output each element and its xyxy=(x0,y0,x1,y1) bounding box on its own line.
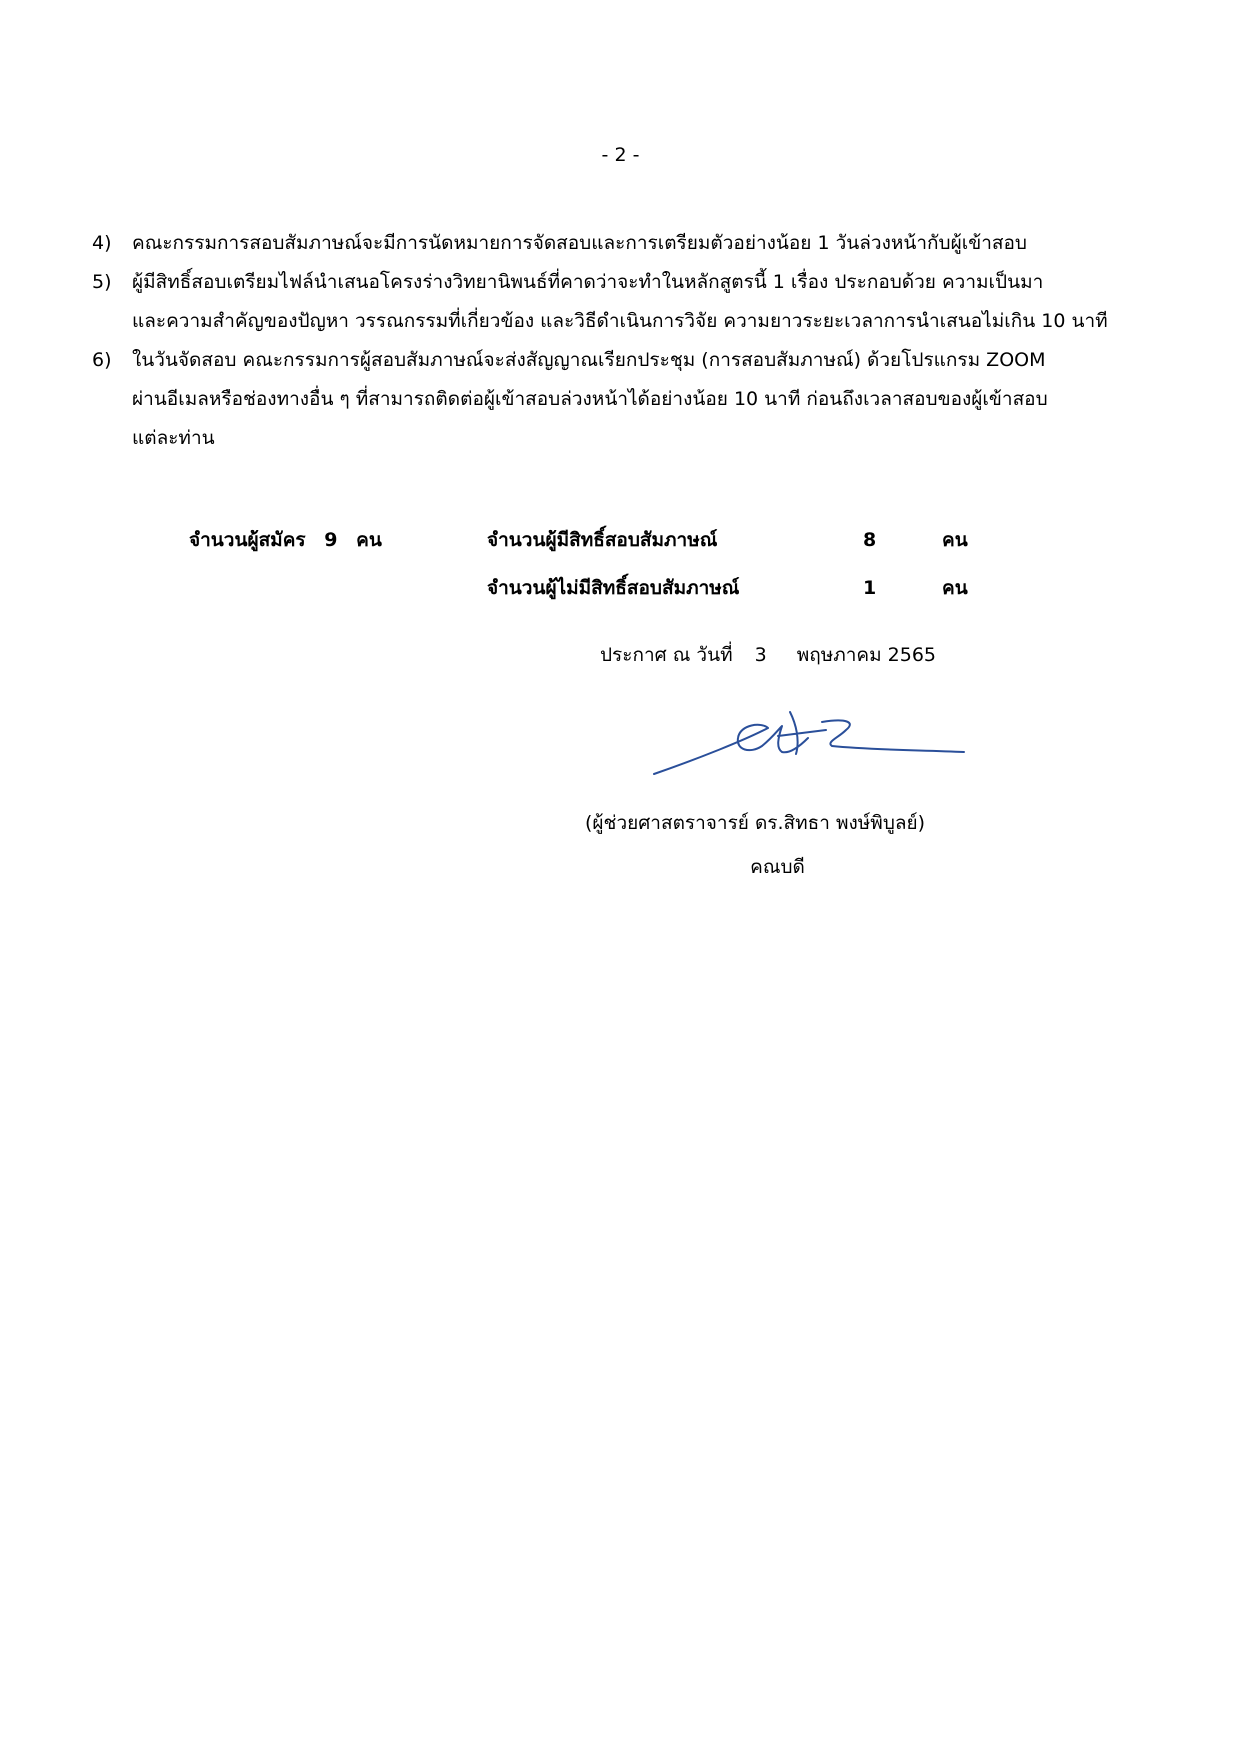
signatory-name: (ผู้ช่วยศาสตราจารย์ ดร.สิทธา พงษ์พิบูลย์) xyxy=(585,812,926,834)
announcement-date xyxy=(600,640,936,670)
list-item-text: ผ่านอีเมลหรือช่องทางอื่น ๆ ที่สามารถติดต่อผู้เข้าสอบล่วงหน้าได้อย่างน้อย 10 นาที ก่อนถึงเวลาสอบของผู้เข้าสอบ xyxy=(132,388,1048,410)
signatory-title: คณบดี xyxy=(750,856,805,878)
list-item-text: และความสำคัญของปัญหา วรรณกรรมที่เกี่ยวข้อง และวิธีดำเนินการวิจัย ความยาวระยะเวลาการนำเสนอไม่เกิน 10 นาที xyxy=(132,310,1108,332)
list-item-number: 5) xyxy=(92,271,112,293)
eligible-unit: คน xyxy=(942,529,968,551)
conditions-list xyxy=(92,224,1152,458)
list-item-number: 4) xyxy=(92,232,112,254)
list-item-6 xyxy=(92,341,1152,458)
page-number: - 2 - xyxy=(601,144,640,166)
list-item-text: ในวันจัดสอบ คณะกรรมการผู้สอบสัมภาษณ์จะส่งสัญญาณเรียกประชุม (การสอบสัมภาษณ์) ด้วยโปรแกรม ZOOM xyxy=(132,349,1046,371)
signature-image xyxy=(650,700,980,790)
ineligible-unit: คน xyxy=(942,577,968,599)
applicants-unit: คน xyxy=(356,529,382,551)
list-item-text: ผู้มีสิทธิ์สอบเตรียมไฟล์นำเสนอโครงร่างวิทยานิพนธ์ที่คาดว่าจะทำในหลักสูตรนี้ 1 เรื่อง ประกอบด้วย ความเป็นมา xyxy=(132,271,1044,293)
announcement-year: 2565 xyxy=(887,644,937,666)
list-item-text: แต่ละท่าน xyxy=(132,427,215,449)
eligible-count: 8 xyxy=(863,529,877,551)
ineligible-count: 1 xyxy=(863,577,877,599)
announcement-day: 3 xyxy=(754,644,767,666)
announcement-prefix: ประกาศ ณ วันที่ xyxy=(600,644,733,666)
ineligible-label: จำนวนผู้ไม่มีสิทธิ์สอบสัมภาษณ์ xyxy=(487,577,740,599)
applicants-summary xyxy=(189,516,382,564)
signature-stroke xyxy=(654,712,964,774)
applicants-label: จำนวนผู้สมัคร xyxy=(189,529,306,551)
announcement-month: พฤษภาคม xyxy=(796,644,882,666)
list-item-5 xyxy=(92,263,1152,341)
eligible-label: จำนวนผู้มีสิทธิ์สอบสัมภาษณ์ xyxy=(487,529,718,551)
list-item-text: คณะกรรมการสอบสัมภาษณ์จะมีการนัดหมายการจัดสอบและการเตรียมตัวอย่างน้อย 1 วันล่วงหน้ากับผู้เข้าสอบ xyxy=(132,232,1027,254)
list-item-number: 6) xyxy=(92,349,112,371)
list-item-4 xyxy=(92,224,1152,263)
applicants-count: 9 xyxy=(324,529,338,551)
